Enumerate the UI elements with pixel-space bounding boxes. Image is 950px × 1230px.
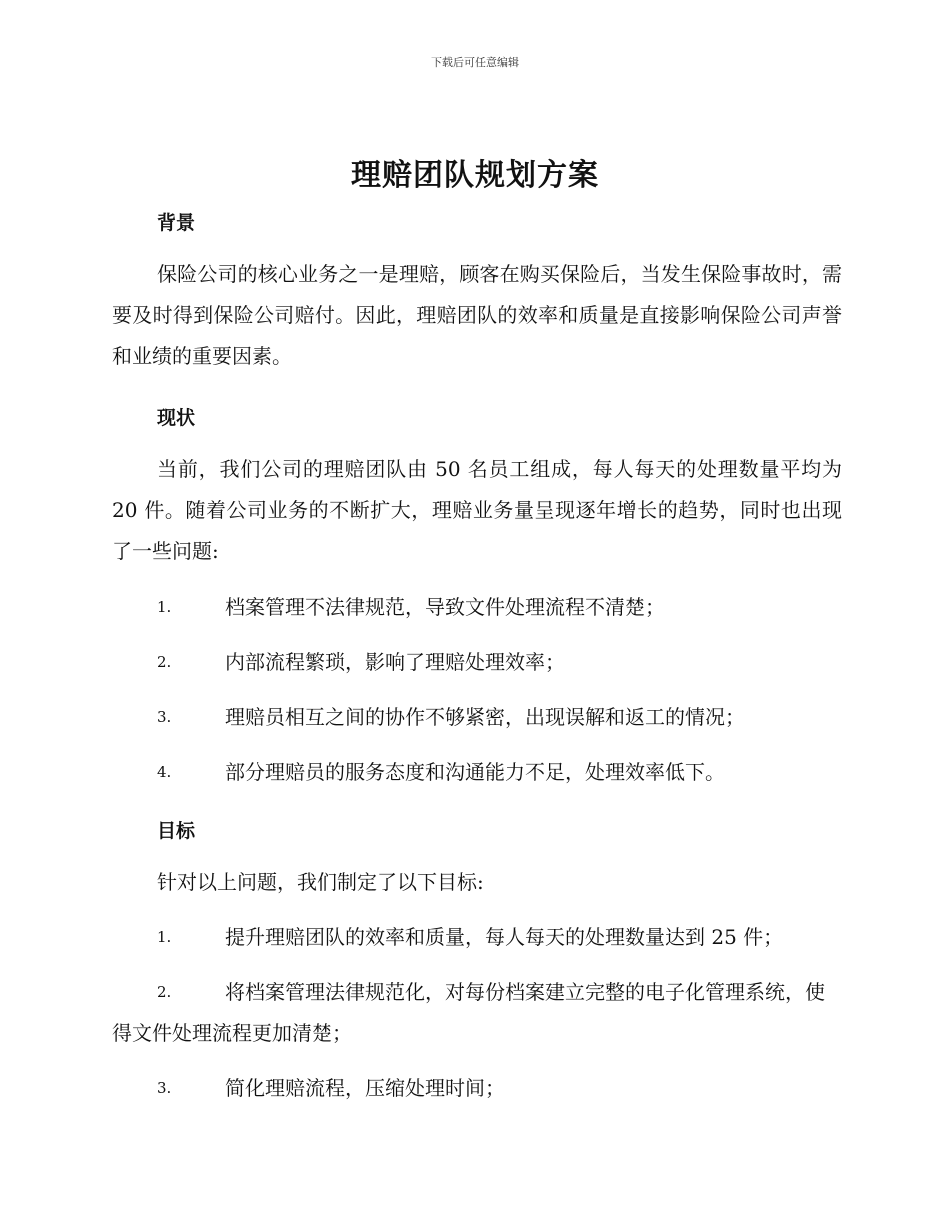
- list-item-text: 部分理赔员的服务态度和沟通能力不足，处理效率低下。: [225, 760, 725, 784]
- list-item-number: 3.: [157, 1079, 172, 1097]
- list-item: [112, 587, 842, 628]
- document-title: 理赔团队规划方案: [351, 158, 599, 193]
- list-item-text: 内部流程繁琐，影响了理赔处理效率；: [225, 650, 565, 674]
- list-item: [112, 752, 842, 793]
- goals-paragraph: 针对以上问题，我们制定了以下目标:: [157, 870, 484, 894]
- list-item-number: 3.: [157, 708, 172, 726]
- section-heading-status: 现状: [157, 407, 196, 429]
- section-heading-background: 背景: [157, 212, 196, 234]
- list-item: [112, 1068, 842, 1109]
- status-paragraph: 当前，我们公司的理赔团队由 50 名员工组成，每人每天的处理数量平均为 20 件。随着公司业务的不断扩大，理赔业务量呈现逐年增长的趋势，同时也出现了一些问题:: [112, 457, 842, 563]
- list-item-number: 1.: [157, 928, 172, 946]
- list-item-number: 1.: [157, 598, 172, 616]
- list-item-text: 理赔员相互之间的协作不够紧密，出现误解和返工的情况；: [225, 705, 745, 729]
- list-item-text: 提升理赔团队的效率和质量，每人每天的处理数量达到 25 件；: [225, 925, 784, 949]
- background-paragraph: 保险公司的核心业务之一是理赔，顾客在购买保险后，当发生保险事故时，需要及时得到保险公司赔付。因此，理赔团队的效率和质量是直接影响保险公司声誉和业绩的重要因素。: [112, 262, 842, 368]
- list-item: [112, 642, 842, 683]
- list-item: [112, 917, 842, 958]
- list-item: [112, 972, 842, 1054]
- header-note: 下载后可任意编辑: [431, 56, 519, 69]
- section-heading-goals: 目标: [157, 820, 196, 842]
- list-item-text: 档案管理不法律规范，导致文件处理流程不清楚；: [225, 595, 665, 619]
- list-item-text: 简化理赔流程，压缩处理时间；: [225, 1076, 505, 1100]
- list-item-number: 2.: [157, 983, 172, 1001]
- list-item-text: 将档案管理法律规范化，对每份档案建立完整的电子化管理系统，使得文件处理流程更加清楚；: [112, 980, 825, 1045]
- list-item-number: 4.: [157, 763, 172, 781]
- list-item: [112, 697, 842, 738]
- list-item-number: 2.: [157, 653, 172, 671]
